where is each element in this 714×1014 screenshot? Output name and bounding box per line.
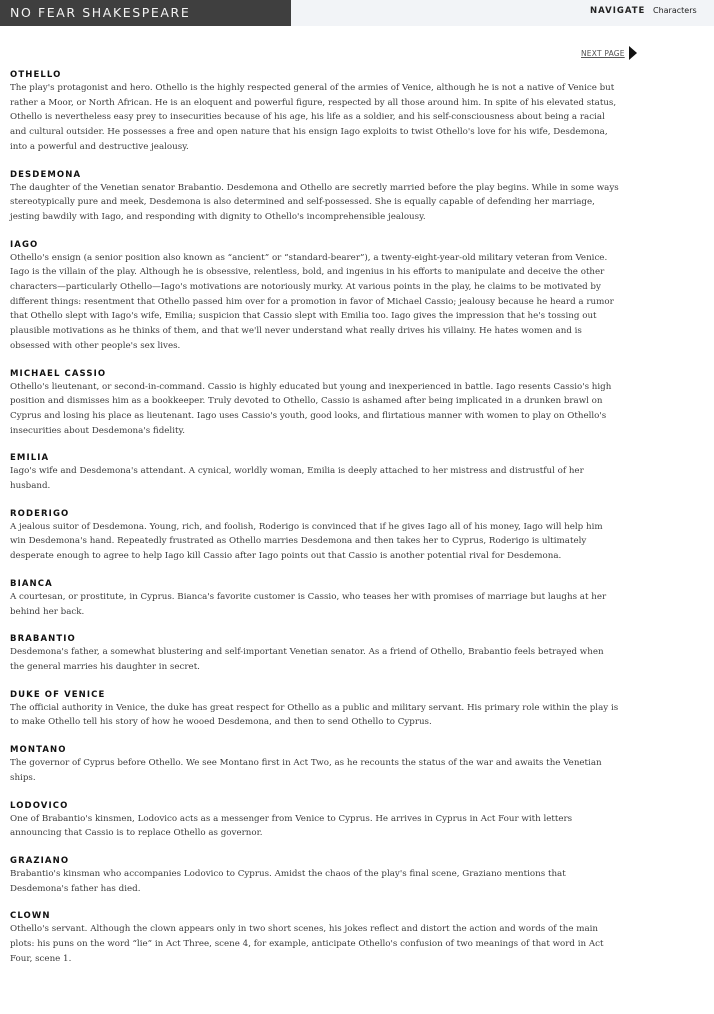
character-name: BRABANTIO bbox=[10, 634, 76, 645]
character-description: The play's protagonist and hero. Othello is the highly respected general of the armies of Venice, although he is not a native of Venice but rather a Moor, or North African. He is an eloquent and powerful figure, respected by all those around him. In spite of his elevated status, Othello is nevertheless easy prey to insecurities because of his age, his life as a soldier, and his self-consciousness about being a racial and cultural outsider. He possesses a free and open nature that his ensign Iago exploits to twist Othello's love for his wife, Desdemona, into a powerful and destructive jealousy. bbox=[10, 83, 617, 152]
character-entry bbox=[10, 689, 620, 730]
character-entry bbox=[10, 169, 620, 225]
navigate-label: NAVIGATE bbox=[590, 6, 646, 16]
character-name: DESDEMONA bbox=[10, 169, 82, 180]
characters-nav-link[interactable]: Characters bbox=[653, 6, 697, 15]
character-entry bbox=[10, 508, 620, 564]
character-name: MONTANO bbox=[10, 745, 67, 756]
triangle-right-icon[interactable] bbox=[629, 46, 637, 60]
character-entry bbox=[10, 910, 620, 966]
character-entry bbox=[10, 368, 620, 439]
character-entry bbox=[10, 239, 620, 354]
character-entry bbox=[10, 855, 620, 896]
character-name: IAGO bbox=[10, 239, 39, 250]
character-entry bbox=[10, 69, 620, 155]
character-name: EMILIA bbox=[10, 453, 50, 464]
character-name: RODERIGO bbox=[10, 508, 70, 519]
character-description: The governor of Cyprus before Othello. We see Montano first in Act Two, as he recounts the status of the war and awaits the Venetian ships. bbox=[10, 758, 602, 783]
character-description: One of Brabantio's kinsmen, Lodovico acts as a messenger from Venice to Cyprus. He arrives in Cyprus in Act Four with letters announcing that Cassio is to replace Othello as governor. bbox=[10, 813, 573, 839]
character-description: A jealous suitor of Desdemona. Young, rich, and foolish, Roderigo is convinced that if he gives Iago all of his money, Iago will help him win Desdemona's hand. Repeatedly frustrated as Othello marries Desdemona and then takes her to Cyprus, Roderigo is ultimately desperate enough to agree to help Iago kill Cassio after Iago points out that Cassio is another potential rival for Desdemona. bbox=[10, 521, 603, 562]
next-page-label[interactable]: NEXT PAGE bbox=[581, 48, 625, 58]
character-name: BIANCA bbox=[10, 578, 53, 589]
character-name: CLOWN bbox=[10, 911, 51, 922]
character-list bbox=[10, 69, 620, 980]
character-description: Iago's wife and Desdemona's attendant. A cynical, worldly woman, Emilia is deeply attached to her mistress and distrustful of her husband. bbox=[10, 466, 584, 492]
character-description: The official authority in Venice, the duke has great respect for Othello as a public and military servant. His primary role within the play is to make Othello tell his story of how he wooed Desdemona, and then to send Othello to Cyprus. bbox=[10, 702, 619, 728]
character-name: MICHAEL CASSIO bbox=[10, 368, 107, 379]
character-name: GRAZIANO bbox=[10, 855, 70, 866]
character-description: Othello's ensign (a senior position also known as “ancient” or “standard-bearer”), a twenty-eight-year-old military veteran from Venice. Iago is the villain of the play. Although he is obsessive, relentless, bold, and ingenius in his efforts to manipulate and deceive the other characters—particularly Othello—Iago's motivations are notoriously murky. At various points in the play, he claims to be motivated by different things: resentment that Othello passed him over for a promotion in favor of Michael Cassio; jealousy because he heard a rumor that Othello slept with Iago's wife, Emilia; suspicion that Cassio slept with Emilia too. Iago gives the impression that he's tossing out plausible motivations as he thinks of them, and that we'll never understand what really drives his villainy. He hates women and is obsessed with other people's sex lives. bbox=[10, 252, 614, 351]
character-description: Othello's lieutenant, or second-in-command. Cassio is highly educated but young and inexperienced in battle. Iago resents Cassio's high position and dismisses him as a bookkeeper. Truly devoted to Othello, Cassio is ashamed after being implicated in a drunken brawl on Cyprus and losing his place as lieutenant. Iago uses Cassio's youth, good looks, and flirtatious manner with women to play on Othello's insecurities about Desdemona's fidelity. bbox=[10, 381, 612, 436]
character-description: Brabantio's kinsman who accompanies Lodovico to Cyprus. Amidst the chaos of the play's final scene, Graziano mentions that Desdemona's father has died. bbox=[10, 868, 566, 894]
character-description: The daughter of the Venetian senator Brabantio. Desdemona and Othello are secretly married before the play begins. While in some ways stereotypically pure and meek, Desdemona is also determined and self-possessed. She is equally capable of defending her marriage, jesting bawdily with Iago, and responding with dignity to Othello's incomprehensible jealousy. bbox=[10, 182, 619, 222]
character-description: A courtesan, or prostitute, in Cyprus. Bianca's favorite customer is Cassio, who teases her with promises of marriage but laughs at her behind her back. bbox=[10, 591, 607, 617]
character-name: DUKE OF VENICE bbox=[10, 689, 106, 700]
character-name: OTHELLO bbox=[10, 70, 62, 80]
character-entry bbox=[10, 744, 620, 785]
character-entry bbox=[10, 800, 620, 841]
top-bar bbox=[0, 0, 714, 26]
next-page-link[interactable] bbox=[581, 46, 637, 60]
character-entry bbox=[10, 578, 620, 619]
character-name: LODOVICO bbox=[10, 800, 69, 811]
character-description: Desdemona's father, a somewhat blustering and self-important Venetian senator. As a friend of Othello, Brabantio feels betrayed when the general marries his daughter in secret. bbox=[10, 647, 604, 672]
character-entry bbox=[10, 633, 620, 674]
character-entry bbox=[10, 452, 620, 493]
site-logo[interactable]: NO FEAR SHAKESPEARE bbox=[0, 0, 291, 26]
character-description: Othello's servant. Although the clown appears only in two short scenes, his jokes reflect and distort the action and words of the main plots: his puns on the word “lie” in Act Three, scene 4, for example, anticipate Othello's confusion of two meanings of that word in Act Four, scene 1. bbox=[10, 924, 604, 964]
